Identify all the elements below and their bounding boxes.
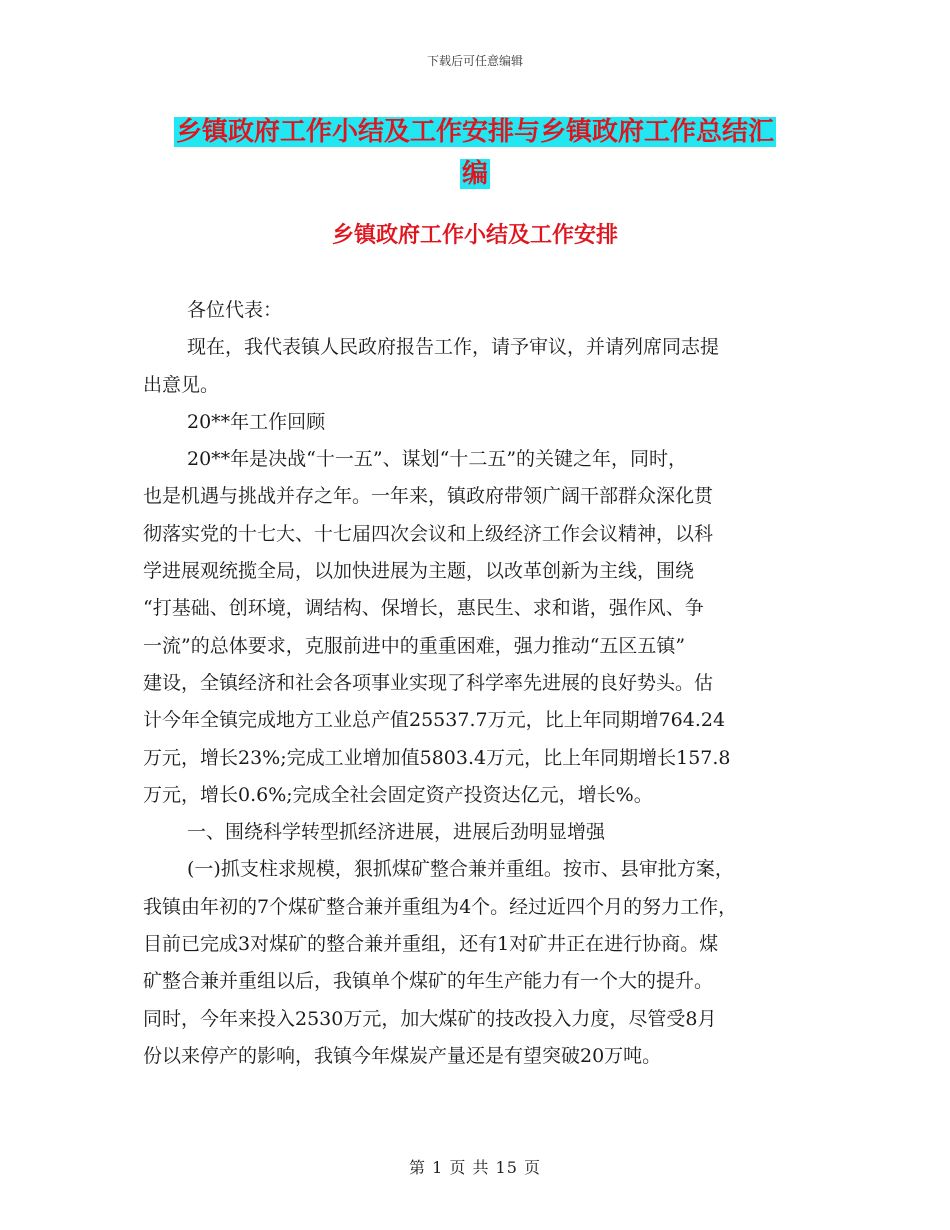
paragraph-line: 一流”的总体要求，克服前进中的重重困难，强力推动“五区五镇” xyxy=(143,634,686,657)
paragraph-line: 现在，我代表镇人民政府报告工作，请予审议，并请列席同志提 xyxy=(187,336,720,359)
paragraph-line: 建设，全镇经济和社会各项事业实现了科学率先进展的良好势头。估 xyxy=(143,671,714,694)
main-title-highlight-2: 编 xyxy=(461,159,488,189)
paragraph-line: 各位代表： xyxy=(187,299,283,321)
section-title: 乡镇政府工作小结及工作安排 xyxy=(331,223,618,248)
paragraph-line: (一)抓支柱求规模，狠抓煤矿整合兼并重组。按市、县审批方案， xyxy=(187,858,734,881)
paragraph-line: 万元，增长0.6%;完成全社会固定资产投资达亿元，增长%。 xyxy=(143,783,653,806)
document-body xyxy=(143,292,803,1075)
paragraph-line: 20**年工作回顾 xyxy=(187,410,326,433)
paragraph-line: 一、围绕科学转型抓经济进展，进展后劲明显增强 xyxy=(187,821,606,844)
paragraph-line: 万元，增长23%;完成工业增加值5803.4万元，比上年同期增长157.8 xyxy=(143,746,731,769)
paragraph-line: “打基础、创环境，调结构、保增长，惠民生、求和谐，强作风、争 xyxy=(143,597,704,620)
main-title-line-2 xyxy=(0,152,950,196)
paragraph-line: 矿整合兼并重组以后，我镇单个煤矿的年生产能力有一个大的提升。 xyxy=(143,970,714,993)
header-note: 下载后可任意编辑 xyxy=(426,54,523,68)
paragraph-line: 我镇由年初的7个煤矿整合兼并重组为4个。经过近四个月的努力工作， xyxy=(143,895,738,918)
page-number-footer: 第 1 页 共 15 页 xyxy=(409,1158,541,1177)
main-title-highlight-1: 乡镇政府工作小结及工作安排与乡镇政府工作总结汇 xyxy=(175,117,774,147)
paragraph-line: 份以来停产的影响，我镇今年煤炭产量还是有望突破20万吨。 xyxy=(143,1044,662,1067)
paragraph-line: 计今年全镇完成地方工业总产值25537.7万元，比上年同期增764.24 xyxy=(143,709,726,732)
paragraph-line: 出意见。 xyxy=(143,373,220,396)
paragraph-line: 20**年是决战“十一五”、谋划“十二五”的关键之年，同时， xyxy=(187,448,688,471)
paragraph-line: 彻落实党的十七大、十七届四次会议和上级经济工作会议精神，以科 xyxy=(143,522,714,545)
paragraph-line: 学进展观统揽全局，以加快进展为主题，以改革创新为主线，围绕 xyxy=(143,560,695,583)
paragraph-line: 目前已完成3对煤矿的整合兼并重组，还有1对矿井正在进行协商。煤 xyxy=(143,933,719,956)
paragraph-line: 同时，今年来投入2530万元，加大煤矿的技改投入力度，尽管受8月 xyxy=(143,1007,717,1030)
paragraph-line: 也是机遇与挑战并存之年。一年来，镇政府带领广阔干部群众深化贯 xyxy=(143,485,714,508)
main-title-line-1 xyxy=(0,110,950,154)
